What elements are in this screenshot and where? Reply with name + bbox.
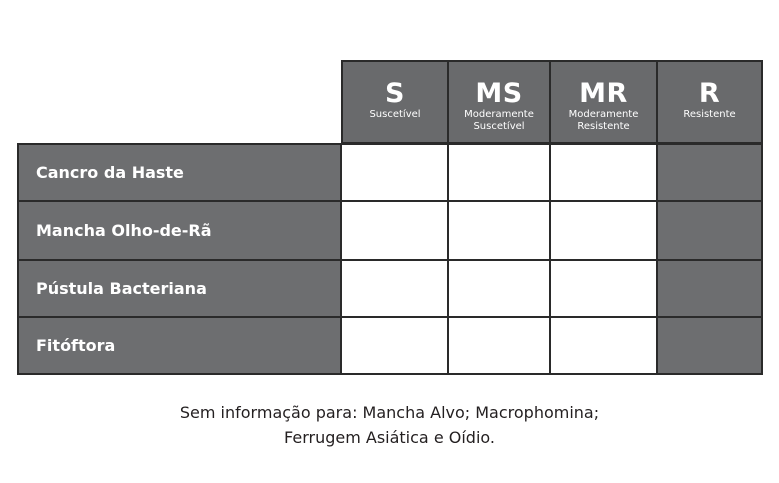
cell-ms <box>447 200 551 261</box>
column-header-s <box>341 60 449 144</box>
cell-r-filled <box>656 259 763 318</box>
cell-s <box>340 143 449 202</box>
row-label-fitoftora: Fitóftora <box>17 316 342 375</box>
cell-r-filled <box>656 316 763 375</box>
row-label-pustula-bacteriana: Pústula Bacteriana <box>17 259 342 318</box>
column-desc <box>449 109 549 133</box>
footnote <box>0 400 779 450</box>
column-desc-line2: Suscetível <box>473 121 525 132</box>
cell-r-filled <box>656 143 763 202</box>
row-label-cancro-da-haste: Cancro da Haste <box>17 143 342 202</box>
column-code: S <box>385 78 405 109</box>
column-desc: Suscetível <box>369 109 421 120</box>
column-code: MS <box>475 78 523 109</box>
cell-mr <box>549 200 658 261</box>
column-header-r <box>656 60 763 144</box>
cell-mr <box>549 143 658 202</box>
column-header-mr <box>549 60 658 144</box>
cell-s <box>340 200 449 261</box>
cell-ms <box>447 316 551 375</box>
cell-mr <box>549 259 658 318</box>
column-desc <box>551 109 656 133</box>
footnote-line1: Sem informação para: Mancha Alvo; Macrophomina; <box>179 403 600 422</box>
column-header-ms <box>447 60 551 144</box>
column-code: R <box>698 78 721 109</box>
column-code: MR <box>579 78 628 109</box>
cell-s <box>340 259 449 318</box>
cell-ms <box>447 143 551 202</box>
row-label-mancha-olho-de-ra: Mancha Olho-de-Rã <box>17 200 342 261</box>
cell-s <box>340 316 449 375</box>
cell-r-filled <box>656 200 763 261</box>
column-desc-line2: Resistente <box>577 121 630 132</box>
cell-ms <box>447 259 551 318</box>
footnote-line2: Ferrugem Asiática e Oídio. <box>284 428 495 447</box>
column-desc: Resistente <box>683 109 736 120</box>
column-desc-line1: Moderamente <box>464 109 534 120</box>
column-desc-line1: Moderamente <box>568 109 639 120</box>
cell-mr <box>549 316 658 375</box>
